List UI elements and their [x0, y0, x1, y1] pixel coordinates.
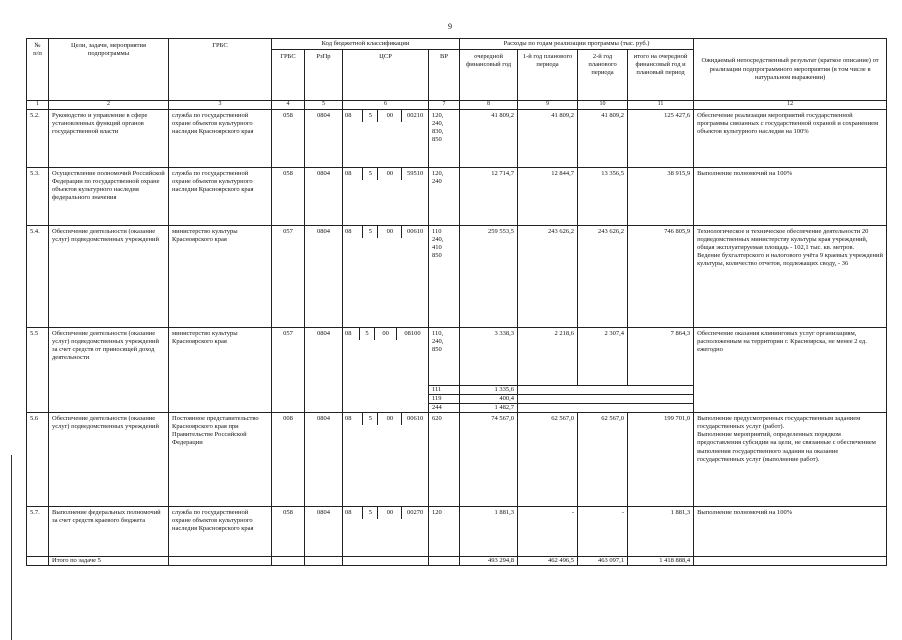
row-goal: Обеспечение деятельности (оказание услуг) подведомственных учреждений	[49, 413, 169, 507]
row-rzpr: 0804	[305, 225, 343, 327]
csr-part: 5	[363, 226, 378, 238]
sub-empty	[518, 403, 694, 412]
row-y2: 13 356,5	[578, 167, 628, 225]
sub-y0: 400,4	[460, 394, 518, 403]
col-number: 4	[272, 101, 305, 110]
row-result: Выполнение полномочий на 100%	[694, 507, 887, 557]
total-empty	[27, 557, 49, 566]
row-total: 199 701,0	[628, 413, 694, 507]
header-rzpr: РзПр	[305, 50, 343, 101]
sub-vr: 244	[429, 403, 460, 412]
row-y0: 12 714,7	[460, 167, 518, 225]
csr-part: 5	[363, 413, 378, 425]
row-y2: 243 626,2	[578, 225, 628, 327]
header-budget-code: Код бюджетной классификации	[272, 39, 460, 50]
csr-part: 00210	[402, 110, 428, 122]
col-number: 12	[694, 101, 887, 110]
total-row	[27, 557, 887, 566]
total-empty	[694, 557, 887, 566]
row-rzpr: 0804	[305, 327, 343, 412]
total-label: Итого по задаче 5	[49, 557, 169, 566]
header-next-year: очередной финансовый год	[460, 50, 518, 101]
col-number: 8	[460, 101, 518, 110]
row-number: 5.7.	[27, 507, 49, 557]
row-y0: 259 553,5	[460, 225, 518, 327]
row-goal: Руководство и управление в сфере установленных функций органов государственной власти	[49, 109, 169, 167]
row-goal: Осуществление полномочий Российской Федерации по государственной охране объектов культурного наследия федерального значения	[49, 167, 169, 225]
row-rzpr: 0804	[305, 413, 343, 507]
row-total: 125 427,6	[628, 109, 694, 167]
row-grbs: 058	[272, 109, 305, 167]
row-number: 5.6	[27, 413, 49, 507]
row-result: Обеспечение оказания клининговых услуг организациям, расположенным на территории г. Красноярска, не менее 2 ед. ежегодно	[694, 327, 887, 412]
csr-part: 00	[378, 413, 402, 425]
row-grbs-name: министерство культуры Красноярского края	[169, 327, 272, 412]
header-grbs: ГРБС	[169, 39, 272, 101]
row-goal: Обеспечение деятельности (оказание услуг) подведомственных учреждений за счет средств от приносящей доход деятельности	[49, 327, 169, 412]
header-vr: ВР	[429, 50, 460, 101]
col-number: 1	[27, 101, 49, 110]
row-y2: 41 809,2	[578, 109, 628, 167]
margin-line	[11, 455, 12, 640]
row-y1: 41 809,2	[518, 109, 578, 167]
header-expenses: Расходы по годам реализации программы (тыс. руб.)	[460, 39, 694, 50]
row-y2: 62 567,0	[578, 413, 628, 507]
header-grbs-sub: ГРБС	[272, 50, 305, 101]
header-row-1	[27, 39, 887, 50]
header-num: № п/п	[27, 39, 49, 101]
sub-y0: 1 335,6	[460, 385, 518, 394]
csr-part: 5	[363, 507, 378, 519]
sub-y0: 1 482,7	[460, 403, 518, 412]
row-y0: 1 881,3	[460, 507, 518, 557]
program-table	[26, 38, 887, 566]
csr-part: 00	[378, 168, 402, 180]
row-goal: Обеспечение деятельности (оказание услуг) подведомственных учреждений	[49, 225, 169, 327]
row-rzpr: 0804	[305, 167, 343, 225]
row-grbs: 058	[272, 507, 305, 557]
sub-empty	[518, 385, 694, 394]
col-number: 3	[169, 101, 272, 110]
row-grbs: 057	[272, 225, 305, 327]
csr-part: 08	[345, 169, 352, 177]
row-y2: 2 307,4	[578, 327, 628, 385]
row-y1: -	[518, 507, 578, 557]
row-csr	[343, 327, 429, 412]
row-result: Выполнение предусмотренных государственным заданием государственных услуг (работ). Выполнение мероприятий, определенных порядком предоставления субсидии на цели, не связанные с обеспечением выполнения государственного задания на оказание государственных услуг (выполнение работ).	[694, 413, 887, 507]
sub-empty	[518, 394, 694, 403]
row-number: 5.2.	[27, 109, 49, 167]
total-empty	[429, 557, 460, 566]
row-y1: 243 626,2	[518, 225, 578, 327]
csr-part: 00	[378, 507, 402, 519]
row-y1: 12 844,7	[518, 167, 578, 225]
col-number: 5	[305, 101, 343, 110]
row-y1: 62 567,0	[518, 413, 578, 507]
row-grbs: 057	[272, 327, 305, 412]
row-csr	[343, 167, 429, 225]
row-result: Технологическое и техническое обеспечение деятельности 20 подведомственных министерству культуры края учреждений, общая эксплуатируемая площадь - 102,1 тыс. кв. метров. Ведение бухгалтерского и налогового учёта 9 краевых учреждений культуры, количество отчетов, подлежащих своду, - 36	[694, 225, 887, 327]
row-y0: 3 338,3	[460, 327, 518, 385]
csr-part: 08	[343, 328, 359, 340]
row-y2: -	[578, 507, 628, 557]
total-empty	[305, 557, 343, 566]
row-grbs-name: служба по государственной охране объектов культурного наследия Красноярского края	[169, 109, 272, 167]
row-total: 1 881,3	[628, 507, 694, 557]
col-number: 11	[628, 101, 694, 110]
col-number: 2	[49, 101, 169, 110]
table-row	[27, 167, 887, 225]
row-rzpr: 0804	[305, 109, 343, 167]
total-empty	[169, 557, 272, 566]
csr-part: 5	[363, 168, 378, 180]
table-row	[27, 109, 887, 167]
row-grbs: 008	[272, 413, 305, 507]
row-number: 5.3.	[27, 167, 49, 225]
row-csr	[343, 109, 429, 167]
csr-part: 08	[345, 111, 352, 119]
row-vr: 110, 240, 850	[429, 327, 460, 385]
column-numbers-row	[27, 101, 887, 110]
total-y0: 493 294,8	[460, 557, 518, 566]
row-vr: 120, 240	[429, 167, 460, 225]
header-second-year: 2-й год планового периода	[578, 50, 628, 101]
row-number: 5.4.	[27, 225, 49, 327]
row-total: 7 864,3	[628, 327, 694, 385]
header-total: итого на очередной финансовый год и плановый период	[628, 50, 694, 101]
sub-vr: 119	[429, 394, 460, 403]
header-goals: Цели, задачи, мероприятия подпрограммы	[49, 39, 169, 101]
row-grbs: 058	[272, 167, 305, 225]
total-y2: 463 097,1	[578, 557, 628, 566]
row-goal: Выполнение федеральных полномочий за счет средств краевого бюджета	[49, 507, 169, 557]
row-vr: 620	[429, 413, 460, 507]
row-total: 38 915,9	[628, 167, 694, 225]
row-csr	[343, 225, 429, 327]
row-csr	[343, 507, 429, 557]
table-row	[27, 507, 887, 557]
csr-part: 59510	[402, 168, 428, 180]
csr-part: 5	[363, 110, 378, 122]
row-y0: 41 809,2	[460, 109, 518, 167]
total-empty	[272, 557, 305, 566]
csr-part: 5	[359, 328, 374, 340]
row-vr: 110 240, 410 850	[429, 225, 460, 327]
page-number: 9	[448, 22, 452, 31]
row-grbs-name: служба по государственной охране объектов культурного наследия Красноярского края	[169, 167, 272, 225]
row-y1: 2 218,6	[518, 327, 578, 385]
col-number: 6	[343, 101, 429, 110]
csr-part: 00	[375, 328, 397, 340]
row-grbs-name: министерство культуры Красноярского края	[169, 225, 272, 327]
row-vr: 120	[429, 507, 460, 557]
table-row	[27, 413, 887, 507]
header-result: Ожидаемый непосредственный результат (краткое описание) от реализации подпрограммного мероприятия (в том числе в натуральном выражении)	[694, 39, 887, 101]
header-first-year: 1-й год планового периода	[518, 50, 578, 101]
sub-vr: 111	[429, 385, 460, 394]
total-y1: 462 496,5	[518, 557, 578, 566]
csr-part: 08100	[397, 328, 428, 340]
row-result: Обеспечение реализации мероприятий государственной программы связанных с государственной охраной и сохранением объектов культурного наследия на 100%	[694, 109, 887, 167]
col-number: 9	[518, 101, 578, 110]
csr-part: 00610	[402, 226, 428, 238]
csr-part: 08	[345, 415, 352, 422]
header-csr: ЦСР	[343, 50, 429, 101]
table-row	[27, 225, 887, 327]
row-vr: 120, 240, 830, 850	[429, 109, 460, 167]
col-number: 7	[429, 101, 460, 110]
csr-part: 00	[378, 226, 402, 238]
csr-part: 00	[378, 110, 402, 122]
row-y0: 74 567,0	[460, 413, 518, 507]
row-csr	[343, 413, 429, 507]
row-number: 5.5	[27, 327, 49, 412]
total-sum: 1 418 888,4	[628, 557, 694, 566]
csr-part: 00610	[402, 413, 428, 425]
row-rzpr: 0804	[305, 507, 343, 557]
row-grbs-name: служба по государственной охране объектов культурного наследия Красноярского края	[169, 507, 272, 557]
table-row	[27, 327, 887, 385]
row-result: Выполнение полномочий на 100%	[694, 167, 887, 225]
row-total: 746 805,9	[628, 225, 694, 327]
col-number: 10	[578, 101, 628, 110]
row-grbs-name: Постоянное представительство Красноярского края при Правительстве Российской Федерации	[169, 413, 272, 507]
total-empty	[343, 557, 429, 566]
csr-part: 08	[345, 227, 352, 235]
csr-part: 00270	[402, 507, 428, 519]
csr-part: 08	[345, 509, 352, 516]
